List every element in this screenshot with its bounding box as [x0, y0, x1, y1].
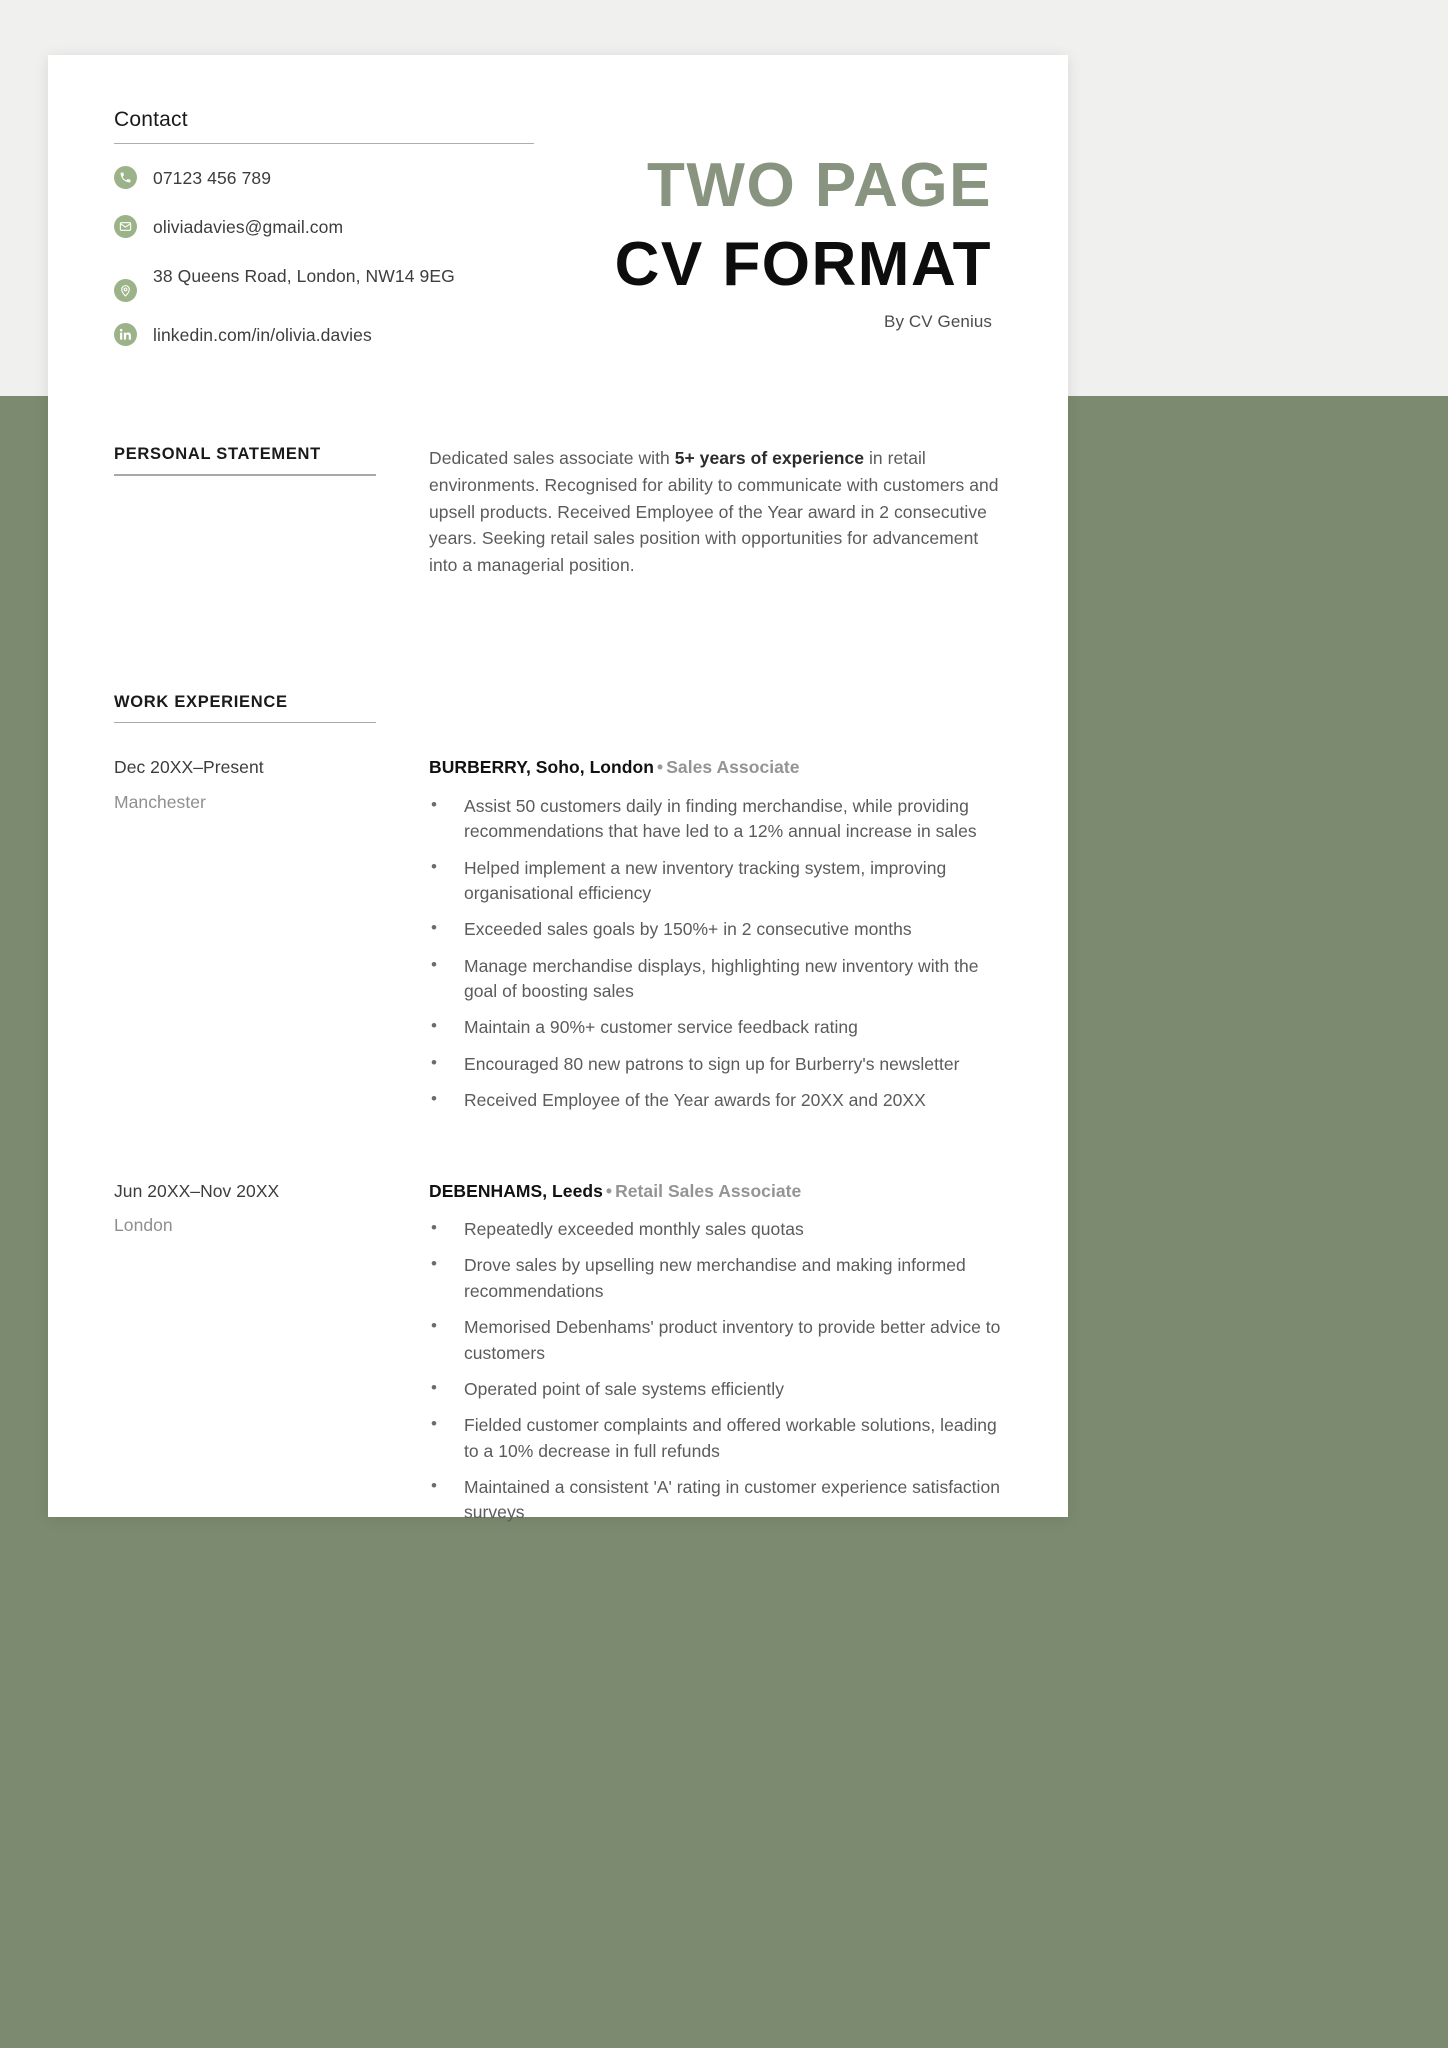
contact-linkedin-value: linkedin.com/in/olivia.davies: [153, 325, 372, 346]
job-entry: [48, 1179, 1068, 1537]
personal-statement-section: [48, 445, 1068, 579]
work-experience-heading: WORK EXPERIENCE: [114, 692, 288, 711]
work-experience-section: [48, 693, 1068, 724]
job-bullet: • Exceeded sales goals by 150%+ in 2 consecutive months: [429, 917, 1002, 942]
work-experience-divider: [114, 722, 376, 724]
job-location: Manchester: [114, 791, 206, 812]
cv-header: [48, 55, 1068, 360]
job-meta-col: [114, 1179, 429, 1537]
work-experience-heading-col: [114, 693, 429, 724]
statement-text-part1: Dedicated sales associate with: [429, 448, 675, 468]
job-bullet: • Maintain a 90%+ customer service feedback rating: [429, 1015, 1002, 1040]
job-title-line: [429, 755, 1002, 780]
job-bullet: • Maintained a consistent 'A' rating in customer experience satisfaction surveys: [429, 1475, 1002, 1526]
cv-title-line-1: TWO PAGE: [647, 151, 992, 220]
job-entry: [48, 755, 1068, 1124]
job-date: Jun 20XX–Nov 20XX: [114, 1180, 280, 1201]
job-company: DEBENHAMS, Leeds: [429, 1180, 603, 1201]
job-bullet-list: [429, 794, 1002, 1114]
job-bullet: • Received Employee of the Year awards for 20XX and 20XX: [429, 1088, 1002, 1113]
personal-statement-body-col: [429, 445, 1002, 579]
job-bullet: • Helped implement a new inventory tracking system, improving organisational efficiency: [429, 856, 1002, 907]
statement-text-bold: 5+ years of experience: [674, 448, 865, 468]
contact-heading: Contact: [114, 108, 188, 131]
phone-icon: [114, 166, 137, 189]
job-bullet: • Manage merchandise displays, highlighting new inventory with the goal of boosting sales: [429, 954, 1002, 1005]
linkedin-icon: [114, 323, 137, 346]
job-separator: •: [605, 1180, 613, 1201]
job-bullet: • Fielded customer complaints and offered workable solutions, leading to a 10% decrease in full refunds: [429, 1413, 1002, 1464]
job-bullet-list: [429, 1217, 1002, 1526]
job-date: Dec 20XX–Present: [114, 757, 264, 778]
job-separator: •: [657, 757, 664, 778]
contact-divider: [114, 143, 534, 144]
job-detail-col: [429, 1179, 1002, 1537]
job-detail-col: [429, 755, 1002, 1124]
cv-title-line-2: CV FORMAT: [614, 230, 992, 299]
job-bullet: • Encouraged 80 new patrons to sign up for Burberry's newsletter: [429, 1052, 1002, 1077]
personal-statement-text: [429, 445, 1002, 579]
job-bullet: • Assist 50 customers daily in finding merchandise, while providing recommendations that have led to a 12% annual increase in sales: [429, 794, 1002, 845]
cv-title-block: [372, 151, 992, 332]
job-location: London: [114, 1214, 173, 1235]
contact-address-value: 38 Queens Road, London, NW14 9EG: [153, 266, 455, 287]
personal-statement-divider: [114, 474, 376, 476]
job-bullet: • Drove sales by upselling new merchandise and making informed recommendations: [429, 1253, 1002, 1304]
job-role: Sales Associate: [666, 757, 800, 778]
envelope-icon: [114, 215, 137, 238]
job-bullet: • Memorised Debenhams' product inventory to provide better advice to customers: [429, 1315, 1002, 1366]
statement-text-part2: in retail environments. Recognised for ability to communicate with customers and upsell products. Received Employee of the Year award in 2 consecutive years. Seeking retail sales position with opportunities for advancement into a managerial position.: [429, 448, 999, 576]
contact-email-value: oliviadavies@gmail.com: [153, 217, 344, 238]
job-meta-col: [114, 755, 429, 1124]
job-company: BURBERRY, Soho, London: [429, 757, 655, 778]
job-bullet: • Repeatedly exceeded monthly sales quotas: [429, 1217, 1002, 1242]
personal-statement-heading: PERSONAL STATEMENT: [114, 445, 321, 463]
cv-byline: By CV Genius: [884, 312, 992, 332]
job-bullet: • Operated point of sale systems efficiently: [429, 1377, 1002, 1402]
job-title-line: [429, 1179, 1002, 1204]
job-role: Retail Sales Associate: [615, 1180, 802, 1201]
location-pin-icon: [114, 279, 137, 302]
personal-statement-heading-col: [114, 445, 429, 579]
cv-page: [48, 55, 1068, 1523]
contact-phone-value: 07123 456 789: [153, 168, 272, 188]
